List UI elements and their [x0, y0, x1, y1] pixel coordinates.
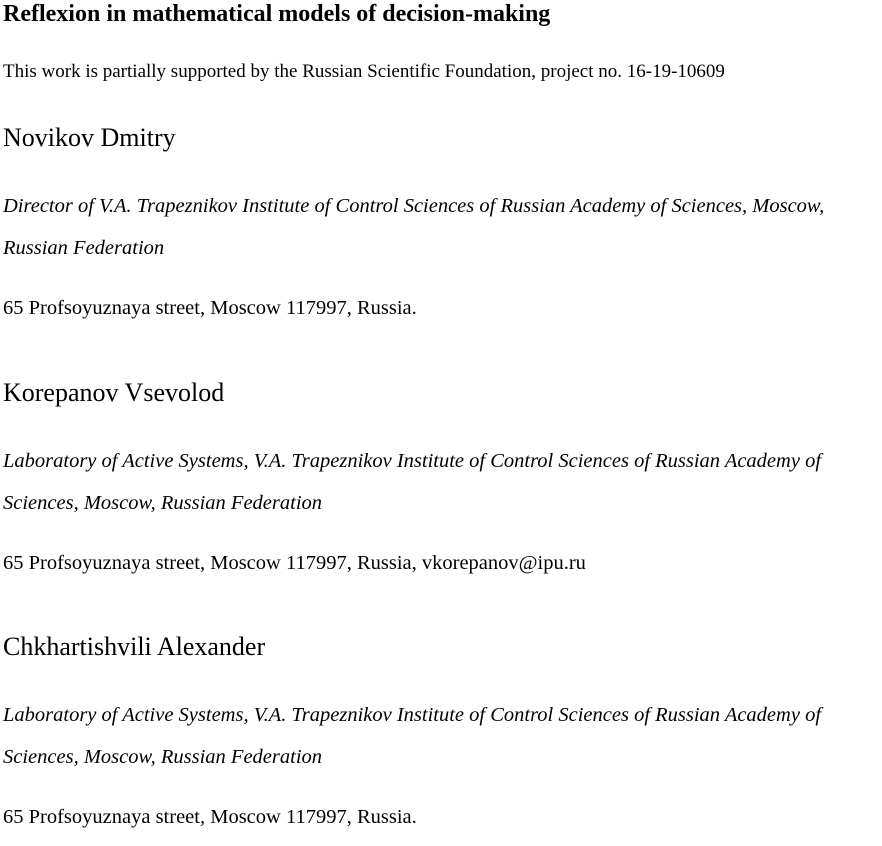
- author-affiliation: Director of V.A. Trapeznikov Institute of Control Sciences of Russian Academy of Sciences, Moscow, Russian Federation: [3, 195, 825, 259]
- author-address: 65 Profsoyuznaya street, Moscow 117997, Russia.: [3, 806, 417, 828]
- author-address: 65 Profsoyuznaya street, Moscow 117997, Russia, vkorepanov@ipu.ru: [3, 552, 586, 574]
- author-name: Chkhartishvili Alexander: [3, 632, 266, 661]
- author-name: Korepanov Vsevolod: [3, 378, 225, 407]
- author-affiliation: Laboratory of Active Systems, V.A. Trapeznikov Institute of Control Sciences of Russian Academy of Sciences, Moscow, Russian Federation: [3, 450, 822, 514]
- funding-note: This work is partially supported by the Russian Scientific Foundation, project no. 16-19-10609: [3, 61, 725, 82]
- author-address: 65 Profsoyuznaya street, Moscow 117997, Russia.: [3, 297, 417, 319]
- author-name: Novikov Dmitry: [3, 123, 176, 152]
- author-affiliation: Laboratory of Active Systems, V.A. Trapeznikov Institute of Control Sciences of Russian Academy of Sciences, Moscow, Russian Federation: [3, 704, 822, 768]
- paper-title: Reflexion in mathematical models of decision-making: [3, 1, 551, 27]
